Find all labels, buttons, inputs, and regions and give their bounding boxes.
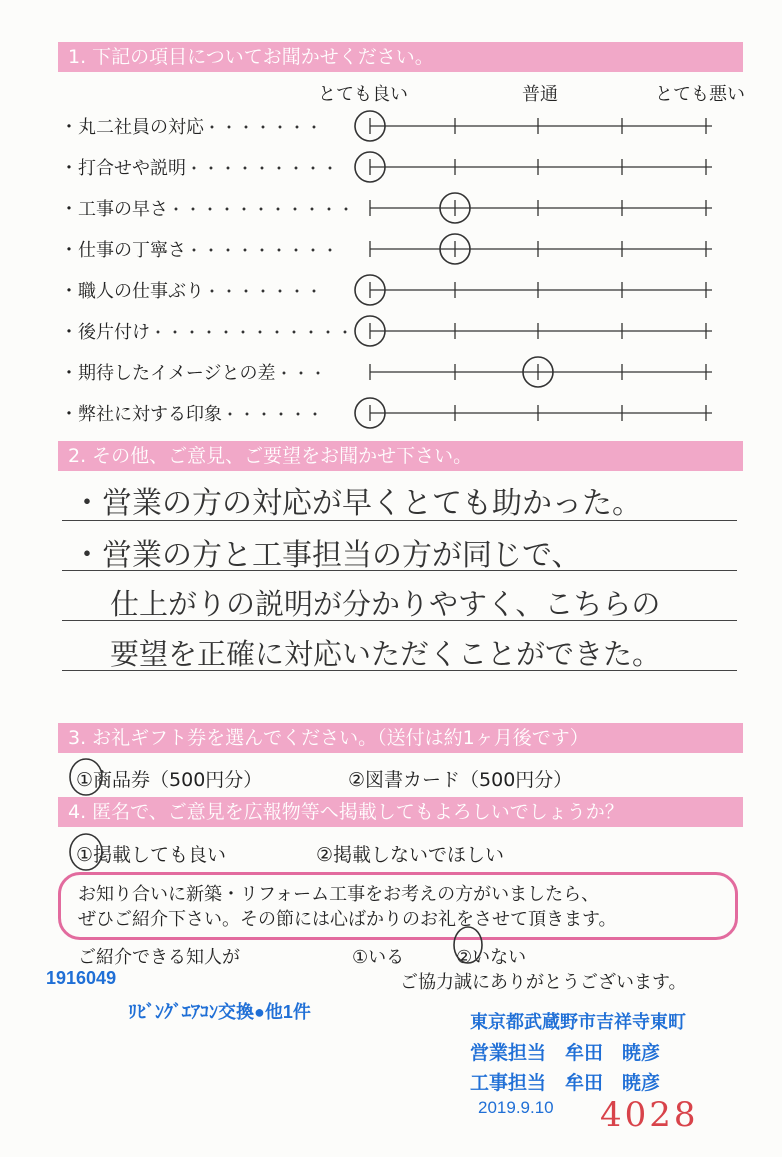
- gift-option-1[interactable]: ①商品券（500円分）: [76, 769, 263, 791]
- comment-line-2: ・営業の方と工事担当の方が同じで、: [72, 538, 582, 573]
- section2-heading: 2. その他、ご意見、ご要望をお聞かせ下さい。: [58, 441, 743, 471]
- leader-dots: ・・・・・・・: [204, 282, 324, 301]
- section3-heading: 3. お礼ギフト券を選んでください。（送付は約1ヶ月後です）: [58, 723, 743, 753]
- customer-id: 1916049: [46, 968, 117, 988]
- rating-item-label: ・工事の早さ: [60, 199, 168, 220]
- gift-selection-circle: [70, 759, 102, 795]
- referral-question: ご紹介できる知人が: [78, 947, 240, 968]
- comment-line-3: 仕上がりの説明が分かりやすく、こちらの: [110, 587, 661, 621]
- thanks-text: ご協力誠にありがとうございます。: [400, 972, 687, 993]
- rating-item-label: ・仕事の丁寧さ: [60, 240, 186, 261]
- comment-line-4: 要望を正確に対応いただくことができた。: [110, 637, 662, 671]
- referral-text-2: ぜひご紹介下さい。その節には心ばかりのお礼をさせて頂きます。: [78, 909, 617, 930]
- rating-item-label: ・職人の仕事ぶり: [60, 281, 204, 302]
- leader-dots: ・・・・・・: [222, 405, 325, 424]
- referral-selection-circle: [454, 927, 482, 963]
- scale-mid-label: 普通: [522, 84, 558, 105]
- scale-worst-label: とても悪い: [655, 84, 745, 105]
- leader-dots: ・・・: [276, 364, 328, 383]
- publish-option-1[interactable]: ①掲載しても良い: [76, 844, 227, 866]
- address: 東京都武蔵野市吉祥寺東町: [470, 1012, 686, 1032]
- sales-rep: 営業担当 牟田 暁彦: [470, 1043, 661, 1064]
- leader-dots: ・・・・・・・・・・・・: [150, 323, 355, 342]
- leader-dots: ・・・・・・・: [204, 118, 324, 137]
- section4-heading: 4. 匿名で、ご意見を広報物等へ掲載してもよろしいでしょうか？: [58, 797, 743, 827]
- rating-item-label: ・打合せや説明: [60, 158, 186, 179]
- publish-selection-circle: [70, 834, 102, 870]
- publish-option-2[interactable]: ②掲載しないでほしい: [316, 844, 505, 866]
- construction-rep: 工事担当 牟田 暁彦: [470, 1073, 661, 1094]
- referral-text-1: お知り合いに新築・リフォーム工事をお考えの方がいましたら、: [78, 884, 600, 905]
- leader-dots: ・・・・・・・・・: [186, 241, 340, 260]
- job-name: ﾘﾋﾞﾝｸﾞｴｱｺﾝ交換●他1件: [128, 1002, 311, 1022]
- rating-item-label: ・弊社に対する印象: [60, 404, 222, 425]
- referral-yes[interactable]: ①いる: [352, 947, 405, 968]
- rating-item-label: ・期待したイメージとの差: [60, 363, 276, 384]
- rating-item-label: ・丸二社員の対応: [60, 117, 204, 138]
- survey-date: 2019.9.10: [478, 1098, 554, 1117]
- comment-line-1: ・営業の方の対応が早くとても助かった。: [72, 486, 642, 521]
- gift-option-2[interactable]: ②図書カード（500円分）: [348, 769, 573, 791]
- referral-no[interactable]: ②いない: [456, 947, 527, 968]
- leader-dots: ・・・・・・・・・・・: [168, 200, 356, 219]
- handwritten-number: 4028: [600, 1095, 699, 1135]
- scale-best-label: とても良い: [318, 84, 408, 105]
- leader-dots: ・・・・・・・・・: [186, 159, 340, 178]
- rating-item-label: ・後片付け: [60, 322, 150, 343]
- section1-heading: 1. 下記の項目についてお聞かせください。: [58, 42, 743, 72]
